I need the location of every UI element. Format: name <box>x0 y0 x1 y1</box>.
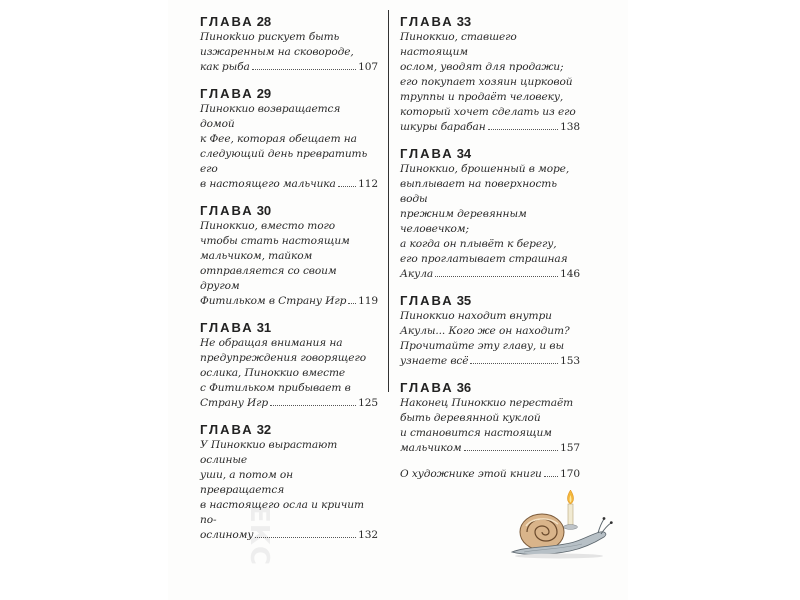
dot-leader <box>544 476 558 477</box>
page-number: 125 <box>358 397 378 409</box>
page-number: 132 <box>358 529 378 541</box>
page-number: 119 <box>358 295 378 307</box>
description-line: а когда он плывёт к берегу, <box>400 238 557 250</box>
description-line: ослом, уводят для продажи; <box>400 61 564 73</box>
page-number: 153 <box>560 355 580 367</box>
description-line: Пиноккио, вместо того <box>200 220 336 232</box>
toc-entry-chapter-33[interactable] <box>400 14 580 135</box>
chapter-label: ГЛАВА <box>200 422 254 437</box>
dot-leader <box>435 276 558 277</box>
chapter-description <box>400 162 580 282</box>
toc-right-column <box>400 14 580 493</box>
page-number: 138 <box>560 121 580 133</box>
chapter-number: 32 <box>256 422 272 437</box>
description-line: и становится настоящим <box>400 427 552 439</box>
description-line: уши, а потом он превращается <box>200 469 294 496</box>
chapter-number: 36 <box>456 380 472 395</box>
description-line: прежним деревянным человечком; <box>400 208 527 235</box>
chapter-label: ГЛАВА <box>400 146 454 161</box>
description-line: в настоящего осла и кричит по- <box>200 499 364 526</box>
description-line: выплывает на поверхность воды <box>400 178 557 205</box>
description-line: труппы и продаёт человеку, <box>400 91 564 103</box>
toc-entry-chapter-30[interactable] <box>200 203 378 309</box>
description-line: предупреждения говорящего <box>200 352 366 364</box>
description-line: Пиноккио возвращается домой <box>200 103 341 130</box>
description-last-line <box>200 396 378 411</box>
chapter-description <box>200 219 378 309</box>
description-line: быть деревянной куклой <box>400 412 541 424</box>
description-line: изжаренным на сковороде, <box>200 46 354 58</box>
chapter-number: 29 <box>256 86 272 101</box>
description-line: ослиному <box>200 529 254 541</box>
toc-entry-chapter-29[interactable] <box>200 86 378 192</box>
chapter-number: 34 <box>456 146 472 161</box>
toc-entry-chapter-31[interactable] <box>200 320 378 411</box>
description-last-line <box>400 441 580 456</box>
description-line: который хочет сделать из его <box>400 106 576 118</box>
description-line: его проглатывает страшная <box>400 253 568 265</box>
chapter-heading <box>400 380 580 396</box>
snail-illustration <box>504 482 620 562</box>
description-line: Наконец Пиноккио перестаёт <box>400 397 574 409</box>
chapter-label: ГЛАВА <box>400 293 454 308</box>
description-line: У Пиноккио вырастают ослиные <box>200 439 338 466</box>
description-line: Пиноккио находит внутри <box>400 310 552 322</box>
description-line: Пиноккио, ставшего настоящим <box>400 31 517 58</box>
about-illustrator-text: О художнике этой книги <box>400 468 542 480</box>
dot-leader <box>255 537 356 538</box>
description-line: Фитильком в Страну Игр <box>200 295 347 307</box>
description-line: мальчиком, тайком <box>200 250 313 262</box>
page-number: 157 <box>560 442 580 454</box>
description-last-line <box>200 294 378 309</box>
dot-leader <box>470 363 558 364</box>
description-line: как рыба <box>200 61 250 73</box>
toc-entry-chapter-32[interactable] <box>200 422 378 543</box>
description-last-line <box>400 120 580 135</box>
chapter-label: ГЛАВА <box>200 14 254 29</box>
chapter-heading <box>200 203 378 219</box>
chapter-number: 30 <box>256 203 272 218</box>
description-last-line <box>400 267 580 282</box>
description-line: Акулы... Кого же он находит? <box>400 325 570 337</box>
description-line: Пинокkио рискует быть <box>200 31 340 43</box>
description-last-line <box>200 60 378 75</box>
bleed-through-text: ЕКС <box>244 505 274 567</box>
description-line: Прочитайте эту главу, и вы <box>400 340 565 352</box>
description-line: Страну Игр <box>200 397 269 409</box>
description-last-line <box>200 528 378 543</box>
chapter-heading <box>400 146 580 162</box>
chapter-label: ГЛАВА <box>400 380 454 395</box>
dot-leader <box>338 186 356 187</box>
toc-entry-chapter-34[interactable] <box>400 146 580 282</box>
chapter-number: 31 <box>256 320 272 335</box>
chapter-label: ГЛАВА <box>200 86 254 101</box>
chapter-label: ГЛАВА <box>200 320 254 335</box>
description-line: Пиноккио, брошенный в море, <box>400 163 570 175</box>
description-last-line <box>200 177 378 192</box>
description-line: шкуры барабан <box>400 121 486 133</box>
chapter-number: 35 <box>456 293 472 308</box>
chapter-heading <box>400 293 580 309</box>
chapter-description <box>400 396 580 456</box>
dot-leader <box>464 450 558 451</box>
chapter-number: 33 <box>456 14 472 29</box>
chapter-heading <box>200 320 378 336</box>
chapter-heading <box>400 14 580 30</box>
description-line: отправляется со своим другом <box>200 265 337 292</box>
toc-entry-chapter-35[interactable] <box>400 293 580 369</box>
description-line: мальчиком <box>400 442 462 454</box>
chapter-description <box>200 336 378 411</box>
description-line: чтобы стать настоящим <box>200 235 350 247</box>
page-number: 112 <box>358 178 378 190</box>
page-number: 107 <box>358 61 378 73</box>
description-line: узнаете всё <box>400 355 469 367</box>
dot-leader <box>252 69 356 70</box>
page-number: 170 <box>560 468 580 480</box>
description-last-line <box>400 354 580 369</box>
chapter-label: ГЛАВА <box>200 203 254 218</box>
chapter-description <box>200 30 378 75</box>
dot-leader <box>270 405 356 406</box>
chapter-heading <box>200 86 378 102</box>
toc-entry-chapter-28[interactable] <box>200 14 378 75</box>
description-line: в настоящего мальчика <box>200 178 336 190</box>
description-line: к Фее, которая обещает на <box>200 133 357 145</box>
chapter-number: 28 <box>256 14 272 29</box>
chapter-description <box>200 102 378 192</box>
dot-leader <box>348 303 356 304</box>
description-line: Не обращая внимания на <box>200 337 343 349</box>
chapter-description <box>400 309 580 369</box>
description-line: следующий день превратить его <box>200 148 368 175</box>
description-line: его покупает хозяин цирковой <box>400 76 573 88</box>
toc-left-column <box>200 14 378 554</box>
description-line: ослика, Пиноккио вместе <box>200 367 346 379</box>
chapter-description <box>200 438 378 543</box>
description-line: Акула <box>400 268 434 280</box>
chapter-label: ГЛАВА <box>400 14 454 29</box>
toc-entry-about-illustrator[interactable] <box>400 467 580 482</box>
page-number: 146 <box>560 268 580 280</box>
toc-entry-chapter-36[interactable] <box>400 380 580 456</box>
description-line: с Фитильком прибывает в <box>200 382 351 394</box>
chapter-heading <box>200 422 378 438</box>
dot-leader <box>488 129 558 130</box>
about-illustrator-line <box>400 467 580 482</box>
chapter-description <box>400 30 580 135</box>
chapter-heading <box>200 14 378 30</box>
